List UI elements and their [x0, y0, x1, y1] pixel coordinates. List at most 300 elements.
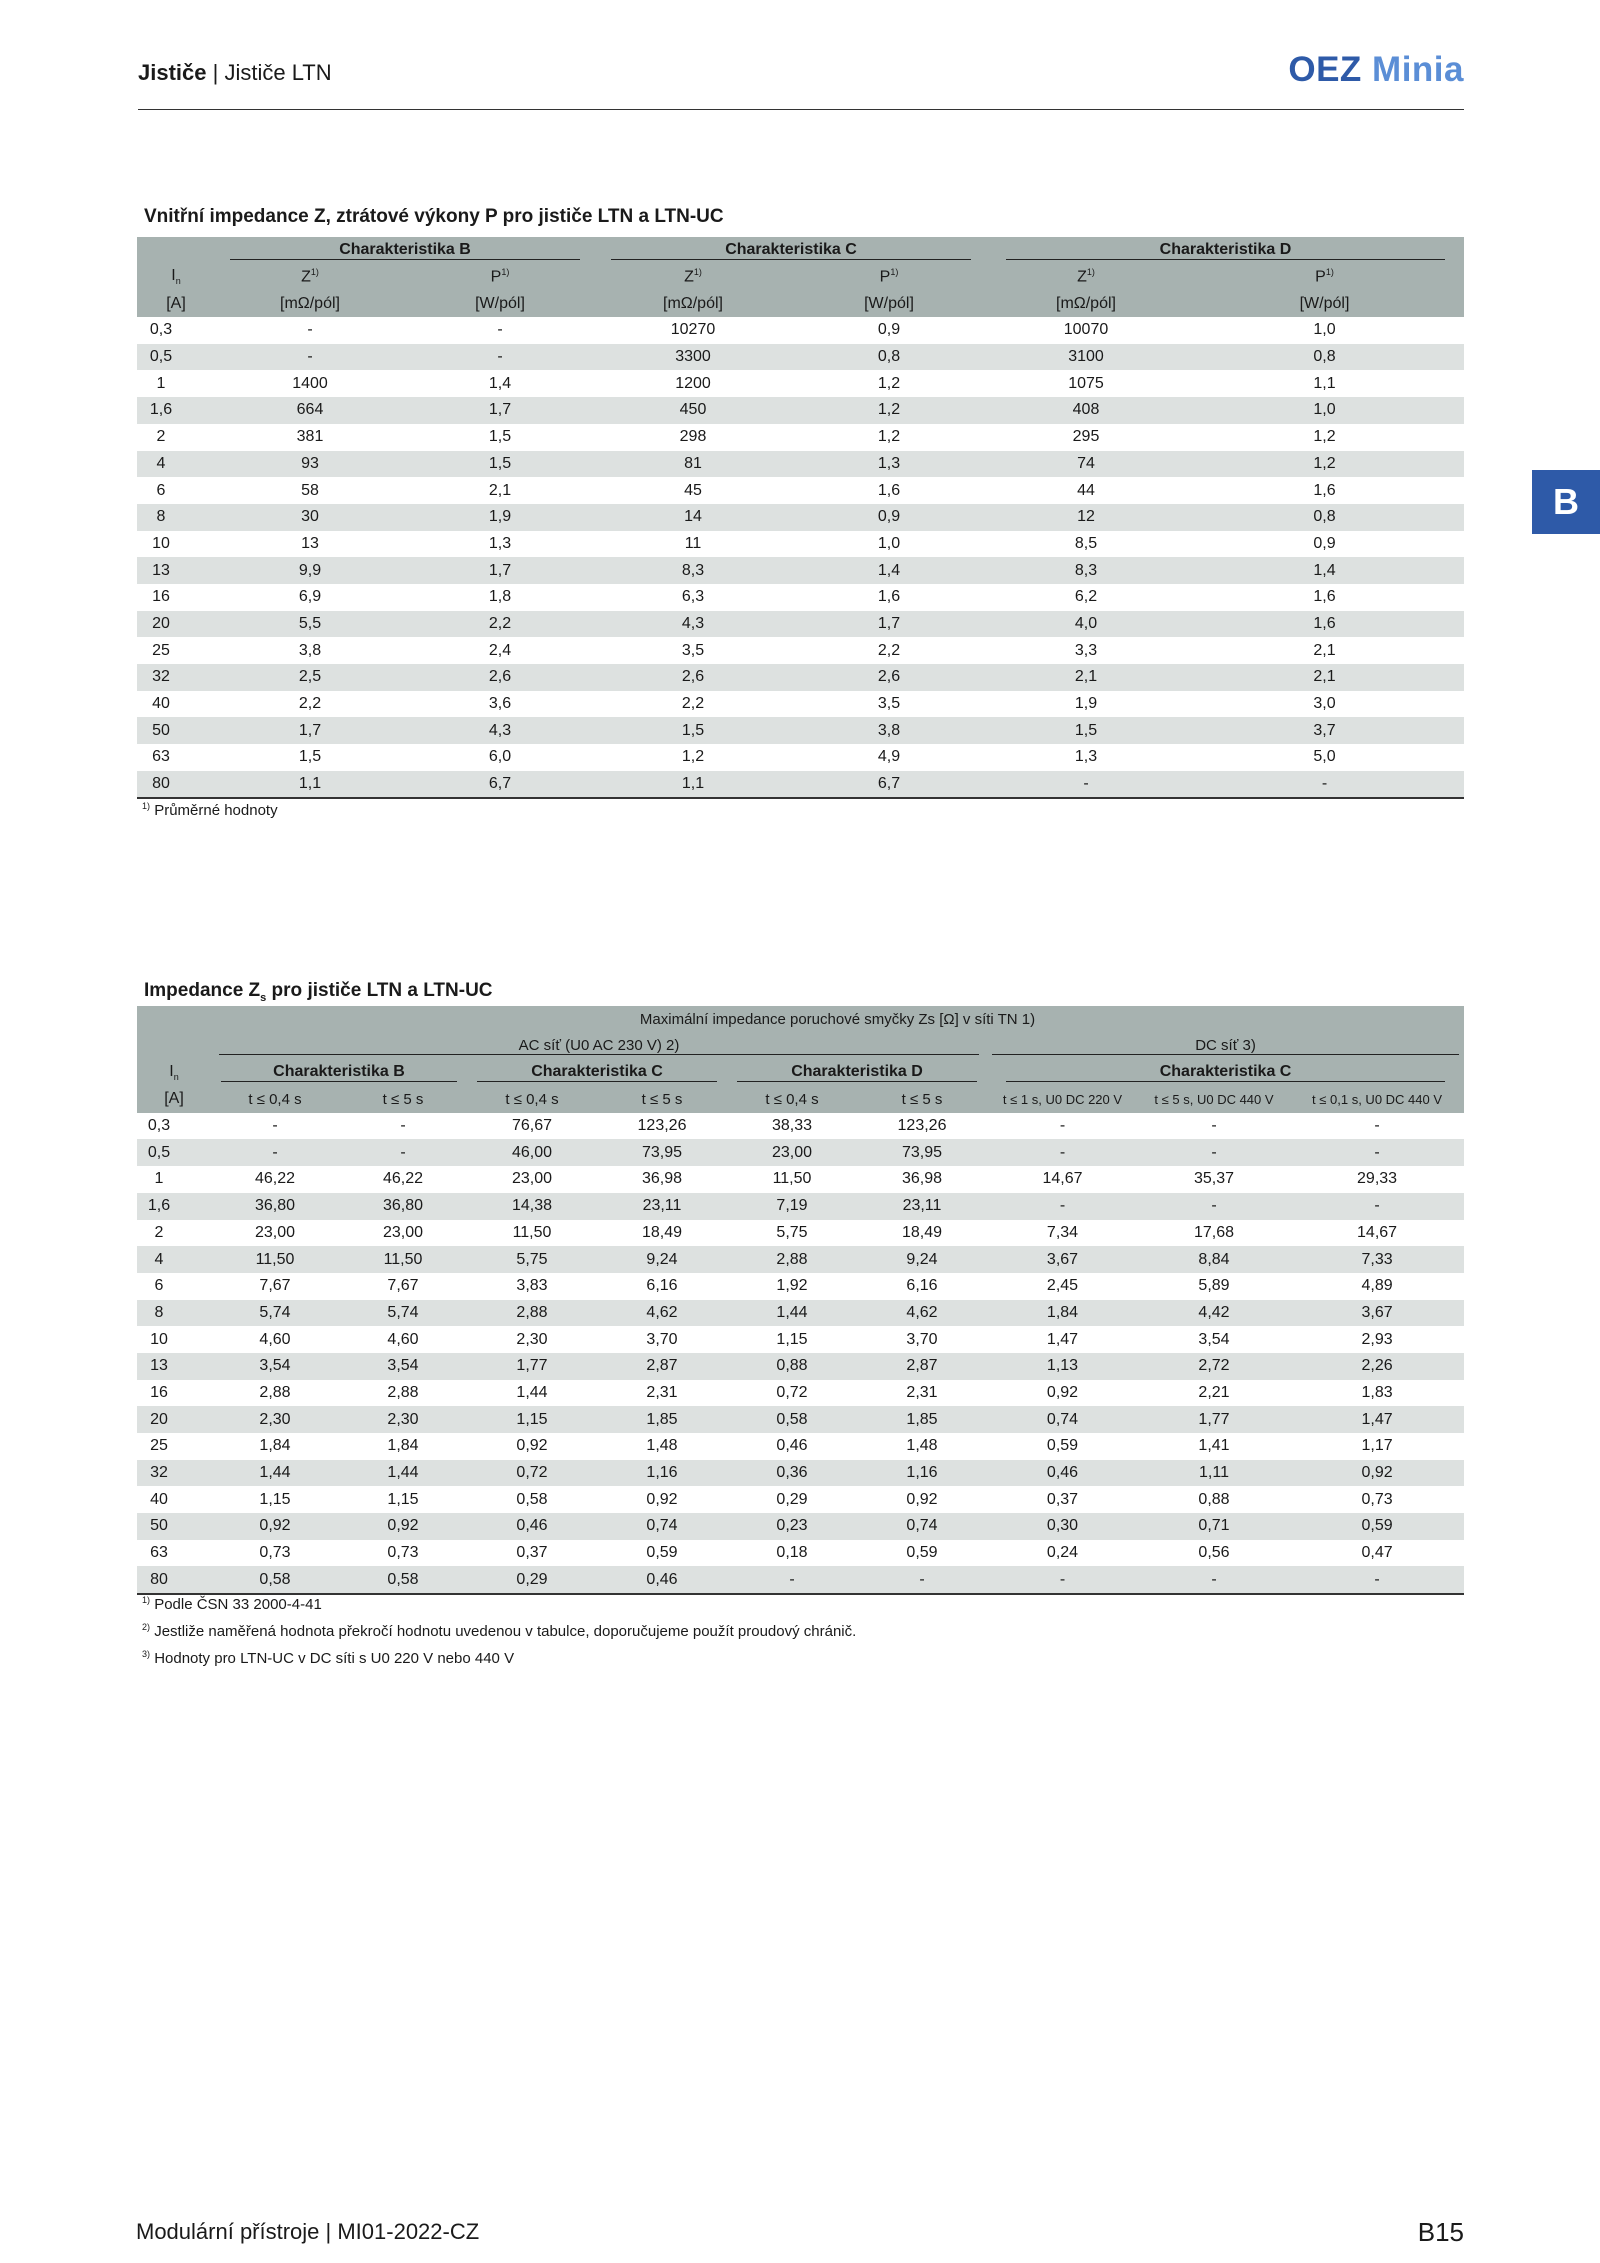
table-cell: 1,44	[516, 1383, 548, 1401]
table-cell: 23,11	[597, 1193, 727, 1220]
table-cell: 2,5	[215, 664, 405, 691]
table-cell: -	[987, 1139, 1138, 1166]
table-cell: -	[1185, 771, 1464, 799]
t1-in-label: $I_n$	[137, 264, 215, 291]
table-row	[137, 1566, 1464, 1594]
table2-footnote-1: $^{1)}$ Podle ČSN 33 2000-4-41	[142, 1595, 322, 1613]
table-cell: 11	[684, 534, 702, 552]
table-cell: 58	[301, 481, 319, 499]
table-cell: 5,74	[339, 1300, 467, 1327]
table-cell: 0,71	[1138, 1513, 1290, 1540]
table-cell: 3,70	[646, 1330, 678, 1348]
table-cell: 23,00	[727, 1139, 857, 1166]
table-cell: 2,2	[877, 641, 901, 659]
table-cell: 74	[987, 451, 1185, 478]
row-current: 1,6	[137, 397, 215, 424]
table-row	[137, 1353, 1464, 1380]
t2-top-header: Maximální impedance poruchové smyčky Zs [Ω] v síti TN 1)	[211, 1006, 1464, 1033]
table-cell: 2,30	[211, 1406, 339, 1433]
t1-col-p: $P^{1)}$	[791, 264, 987, 291]
table-cell: 36,80	[211, 1193, 339, 1220]
table-cell: 8,84	[1138, 1246, 1290, 1273]
row-current: 13	[137, 1353, 211, 1380]
table-cell: 0,9	[791, 504, 987, 531]
table-cell: 9,9	[215, 557, 405, 584]
table-cell: 2,87	[597, 1353, 727, 1380]
table-cell: 2,6	[405, 664, 595, 691]
table-cell: 36,80	[339, 1193, 467, 1220]
table-cell: 3,83	[516, 1277, 548, 1295]
table-cell: 9,24	[597, 1246, 727, 1273]
table-cell: 1,44	[339, 1460, 467, 1487]
table-cell: 1,9	[1074, 695, 1098, 713]
table-cell: 1,15	[259, 1490, 291, 1508]
table-cell: 1,17	[1361, 1437, 1393, 1455]
table-cell: 0,59	[646, 1544, 678, 1562]
table-cell: 10070	[1063, 321, 1109, 339]
table-row	[137, 691, 1464, 718]
table-cell: 4,0	[987, 611, 1185, 638]
row-current: 10	[150, 1330, 168, 1348]
table-cell: 7,34	[1046, 1223, 1079, 1241]
table-cell: 6,7	[791, 771, 987, 799]
table-cell: 0,8	[1185, 504, 1464, 531]
table-cell: 2,2	[405, 611, 595, 638]
row-current: 40	[152, 695, 170, 713]
table-cell: 0,9	[1313, 534, 1336, 552]
row-current: 1	[156, 374, 166, 392]
table-cell: 0,58	[339, 1566, 467, 1594]
table-cell: 1400	[292, 374, 328, 392]
table-cell: 3,3	[1074, 641, 1098, 659]
table-cell: 408	[987, 397, 1185, 424]
table-cell: 93	[215, 451, 405, 478]
t2-dc-header: DC síť 3)	[987, 1033, 1464, 1060]
table-cell: 13	[301, 534, 319, 552]
table-cell: 123,26	[637, 1117, 687, 1135]
t1-group-d: Charakteristika D	[987, 237, 1464, 264]
table-cell: 2,87	[857, 1353, 987, 1380]
t1-unit-a: [A]	[137, 290, 215, 317]
table2-title: Impedance $Z_s$ pro jističe LTN a LTN-UC	[144, 980, 493, 1004]
table-cell: 2,6	[791, 664, 987, 691]
row-current: 80	[137, 771, 215, 799]
table-row	[137, 1300, 1464, 1327]
t1-unit-p: [W/pól]	[1185, 290, 1464, 317]
table-cell: 1,6	[877, 588, 901, 606]
table-cell: 0,92	[516, 1437, 548, 1455]
table-row	[137, 584, 1464, 611]
t2-sub-col: t ≤ 5 s	[339, 1086, 467, 1113]
row-current: 50	[137, 1513, 211, 1540]
t1-col-p: $P^{1)}$	[405, 264, 595, 291]
table-cell: 23,00	[254, 1223, 296, 1241]
table-cell: -	[1059, 1117, 1066, 1135]
table-cell: 1,84	[387, 1437, 419, 1455]
row-current: 4	[137, 1246, 211, 1273]
table-cell: 8,3	[987, 557, 1185, 584]
table-cell: 2,88	[467, 1300, 597, 1327]
table-cell: 3,67	[1290, 1300, 1464, 1327]
table-cell: 1,6	[1185, 611, 1464, 638]
table-cell: 0,58	[516, 1490, 548, 1508]
table-cell: 0,46	[987, 1460, 1138, 1487]
table-cell: 1,13	[987, 1353, 1138, 1380]
table-cell: -	[727, 1566, 857, 1594]
table-cell: 4,60	[259, 1330, 291, 1348]
table-cell: 1,47	[1290, 1406, 1464, 1433]
table-cell: -	[307, 321, 313, 339]
table-cell: 3,8	[791, 717, 987, 744]
table-cell: 8,3	[595, 557, 791, 584]
table-cell: -	[987, 1566, 1138, 1594]
table-cell: 1,7	[405, 557, 595, 584]
t1-unit-p: [W/pól]	[791, 290, 987, 317]
page-number: B15	[1417, 2217, 1464, 2247]
table-row	[137, 1380, 1464, 1407]
t2-sub-col: t ≤ 5 s, U0 DC 440 V	[1138, 1086, 1290, 1113]
table-cell: 0,58	[727, 1406, 857, 1433]
row-current: 1	[154, 1170, 164, 1188]
row-current: 4	[137, 451, 215, 478]
table-cell: 450	[595, 397, 791, 424]
table-cell: 23,00	[511, 1170, 553, 1188]
t2-group-dc-c: Charakteristika C	[987, 1059, 1464, 1086]
table-cell: 1,0	[1313, 321, 1336, 339]
table-cell: 1,15	[776, 1330, 808, 1348]
table-cell: 1,0	[1185, 397, 1464, 424]
table-cell: 1,7	[215, 717, 405, 744]
table-cell: 4,89	[1361, 1277, 1393, 1295]
table-cell: 4,9	[877, 748, 901, 766]
row-current: 6	[156, 481, 166, 499]
table-cell: 1,16	[597, 1460, 727, 1487]
table-cell: 1,7	[405, 397, 595, 424]
table-cell: 4,60	[387, 1330, 419, 1348]
table-cell: 8,5	[1074, 534, 1098, 552]
table-cell: 2,1	[987, 664, 1185, 691]
table-cell: 1,3	[488, 534, 512, 552]
table-row	[137, 1220, 1464, 1247]
table-cell: -	[1138, 1193, 1290, 1220]
table-cell: 1,85	[857, 1406, 987, 1433]
table-cell: 11,50	[339, 1246, 467, 1273]
table-row	[137, 1113, 1464, 1140]
table-cell: 1,5	[405, 451, 595, 478]
row-current: 25	[152, 641, 170, 659]
table-cell: 5,75	[776, 1223, 808, 1241]
table-cell: 2,1	[1185, 664, 1464, 691]
row-current: 10	[152, 534, 170, 552]
table-row	[137, 1486, 1464, 1513]
table-cell: 1,2	[791, 397, 987, 424]
table-cell: 1,1	[215, 771, 405, 799]
table-cell: 0,30	[987, 1513, 1138, 1540]
table-cell: 2,26	[1290, 1353, 1464, 1380]
table-cell: 1200	[675, 374, 711, 392]
table-cell: 298	[679, 428, 707, 446]
table-cell: 6,2	[1074, 588, 1098, 606]
table-cell: 4,62	[857, 1300, 987, 1327]
table-cell: 4,62	[597, 1300, 727, 1327]
table-cell: 0,74	[857, 1513, 987, 1540]
table-cell: 46,22	[382, 1170, 424, 1188]
table-cell: 1,84	[987, 1300, 1138, 1327]
table-cell: 2,1	[488, 481, 512, 499]
row-current: 16	[150, 1383, 168, 1401]
table-cell: 1,2	[877, 428, 901, 446]
table-row	[137, 771, 1464, 799]
table-cell: 0,8	[1185, 344, 1464, 371]
row-current: 63	[152, 748, 170, 766]
table-cell: 1,6	[1313, 481, 1336, 499]
table-cell: 3,54	[211, 1353, 339, 1380]
table-cell: 2,1	[1313, 641, 1336, 659]
t2-sub-col: t ≤ 5 s	[857, 1086, 987, 1113]
table-cell: 0,29	[467, 1566, 597, 1594]
table-cell: 3,67	[987, 1246, 1138, 1273]
table-cell: 3,0	[1313, 695, 1336, 713]
table-cell: 295	[1072, 428, 1100, 446]
table-cell: -	[211, 1139, 339, 1166]
row-current: 13	[137, 557, 215, 584]
table-row	[137, 397, 1464, 424]
table-cell: 0,47	[1361, 1544, 1393, 1562]
t2-group-d: Charakteristika D	[727, 1059, 987, 1086]
table-cell: 76,67	[511, 1117, 553, 1135]
table-cell: 1,4	[791, 557, 987, 584]
row-current: 20	[137, 611, 215, 638]
t2-group-b: Charakteristika B	[211, 1059, 467, 1086]
table-cell: 1,11	[1138, 1460, 1290, 1487]
row-current: 80	[137, 1566, 211, 1594]
table-cell: 0,73	[387, 1544, 419, 1562]
table-cell: 6,7	[405, 771, 595, 799]
table-cell: 1,8	[488, 588, 512, 606]
t1-unit-p: [W/pól]	[405, 290, 595, 317]
table-cell: 5,75	[467, 1246, 597, 1273]
header-section: Jističe	[138, 60, 207, 85]
table-cell: 3,5	[681, 641, 705, 659]
table-cell: 1,2	[1313, 428, 1336, 446]
table-cell: 1,15	[467, 1406, 597, 1433]
table-cell: 6,16	[646, 1277, 678, 1295]
table-row	[137, 1433, 1464, 1460]
table-cell: 1,5	[987, 717, 1185, 744]
table-cell: 123,26	[897, 1117, 947, 1135]
row-current: 0,5	[137, 1139, 211, 1166]
table-cell: -	[339, 1139, 467, 1166]
table-cell: 12	[987, 504, 1185, 531]
table-cell: -	[1138, 1566, 1290, 1594]
table-cell: 0,46	[467, 1513, 597, 1540]
table-cell: 0,29	[776, 1490, 808, 1508]
table-row	[137, 744, 1464, 771]
table-cell: 0,58	[211, 1566, 339, 1594]
table-cell: 1,7	[791, 611, 987, 638]
table-cell: 1,44	[211, 1460, 339, 1487]
table-cell: 0,72	[776, 1383, 808, 1401]
row-current: 2	[156, 428, 166, 446]
table-row	[137, 531, 1464, 558]
table-cell: -	[987, 1193, 1138, 1220]
table-cell: 1,85	[597, 1406, 727, 1433]
table-row	[137, 1513, 1464, 1540]
table-cell: 38,33	[771, 1117, 813, 1135]
table-cell: 1,1	[1313, 374, 1336, 392]
table-row	[137, 424, 1464, 451]
row-current: 8	[137, 1300, 211, 1327]
table-cell: 1,15	[387, 1490, 419, 1508]
table-cell: 0,73	[259, 1544, 291, 1562]
table-cell: 1,5	[488, 428, 512, 446]
table-row	[137, 1139, 1464, 1166]
table-cell: 14,67	[1042, 1170, 1083, 1188]
table-row	[137, 1273, 1464, 1300]
row-current: 50	[137, 717, 215, 744]
table-cell: 2,45	[1046, 1277, 1079, 1295]
table-cell: 1,44	[727, 1300, 857, 1327]
table-row	[137, 1406, 1464, 1433]
row-current: 8	[137, 504, 215, 531]
header-divider	[138, 109, 1464, 110]
table-cell: 1,1	[595, 771, 791, 799]
table-row	[137, 1193, 1464, 1220]
table-cell: 5,5	[215, 611, 405, 638]
brand-sub: Minia	[1372, 50, 1464, 89]
table-cell: 1,5	[595, 717, 791, 744]
row-current: 1,6	[137, 1193, 211, 1220]
row-current: 2	[154, 1223, 164, 1241]
table-cell: 0,46	[776, 1437, 808, 1455]
table-cell: 17,68	[1193, 1223, 1235, 1241]
table-cell: 6,9	[298, 588, 322, 606]
table-cell: 1,77	[1138, 1406, 1290, 1433]
t2-group-c: Charakteristika C	[467, 1059, 727, 1086]
table-cell: 0,8	[791, 344, 987, 371]
table-cell: 10270	[670, 321, 716, 339]
table-cell: 3,54	[339, 1353, 467, 1380]
table-cell: 2,72	[1138, 1353, 1290, 1380]
table-cell: 7,67	[259, 1277, 291, 1295]
table-cell: 14,38	[467, 1193, 597, 1220]
table-cell: 4,42	[1138, 1300, 1290, 1327]
table-cell: 3,8	[298, 641, 322, 659]
table-cell: 7,33	[1290, 1246, 1464, 1273]
table-cell: 1,92	[776, 1277, 808, 1295]
table-cell: 2,2	[298, 695, 322, 713]
table-cell: -	[1211, 1117, 1217, 1135]
table-cell: 0,36	[727, 1460, 857, 1487]
table-cell: 3,5	[877, 695, 901, 713]
t2-sub-col: t ≤ 0,1 s, U0 DC 440 V	[1290, 1086, 1464, 1113]
row-current: 6	[154, 1277, 164, 1295]
table-cell: 0,37	[1046, 1490, 1079, 1508]
table-row	[137, 451, 1464, 478]
t1-unit-z: [mΩ/pól]	[215, 290, 405, 317]
t1-col-z: $Z^{1)}$	[215, 264, 405, 291]
table-cell: 2,88	[387, 1383, 419, 1401]
row-current: 25	[150, 1437, 168, 1455]
table-row	[137, 664, 1464, 691]
table-cell: 0,72	[467, 1460, 597, 1487]
t2-sub-col: t ≤ 0,4 s	[727, 1086, 857, 1113]
t1-group-b: Charakteristika B	[215, 237, 595, 264]
table-cell: 3,6	[488, 695, 512, 713]
table-cell: 6,16	[906, 1277, 938, 1295]
table-cell: 3,7	[1185, 717, 1464, 744]
table-row	[137, 344, 1464, 371]
t2-sub-col: t ≤ 1 s, U0 DC 220 V	[987, 1086, 1138, 1113]
table-cell: 36,98	[641, 1170, 683, 1188]
table-row	[137, 1460, 1464, 1487]
table-row	[137, 611, 1464, 638]
table-cell: 1,41	[1198, 1437, 1230, 1455]
table-cell: 6,0	[488, 748, 512, 766]
table-cell: 1,9	[405, 504, 595, 531]
table-cell: 0,24	[1046, 1544, 1079, 1562]
row-current: 32	[137, 664, 215, 691]
table-cell: 1,48	[646, 1437, 678, 1455]
table-row	[137, 1166, 1464, 1193]
table-cell: 0,92	[646, 1490, 678, 1508]
table-cell: 11,50	[512, 1223, 552, 1241]
table1-title: Vnitřní impedance Z, ztrátové výkony P pro jističe LTN a LTN-UC	[144, 206, 724, 227]
table-cell: 1,83	[1361, 1383, 1393, 1401]
table-cell: -	[272, 1117, 278, 1135]
table-row	[137, 477, 1464, 504]
table-cell: 2,88	[259, 1383, 291, 1401]
table-cell: 0,46	[597, 1566, 727, 1594]
table-cell: 0,92	[339, 1513, 467, 1540]
table-row	[137, 1540, 1464, 1567]
table-cell: 0,23	[727, 1513, 857, 1540]
table-cell: -	[497, 321, 503, 339]
t1-col-z: $Z^{1)}$	[987, 264, 1185, 291]
table-cell: 73,95	[597, 1139, 727, 1166]
table-row	[137, 1246, 1464, 1273]
table-cell: 381	[296, 428, 324, 446]
table-cell: 2,21	[1198, 1383, 1230, 1401]
table-cell: 6,3	[681, 588, 705, 606]
table-cell: 1,16	[857, 1460, 987, 1487]
table-cell: 2,6	[595, 664, 791, 691]
table-cell: 1,2	[877, 374, 901, 392]
table-cell: 4,3	[595, 611, 791, 638]
row-current: 32	[137, 1460, 211, 1487]
table-cell: 0,56	[1198, 1544, 1230, 1562]
table-cell: 23,11	[857, 1193, 987, 1220]
page-footer-doc: Modulární přístroje | MI01-2022-CZ	[136, 2219, 480, 2244]
table-cell: 81	[595, 451, 791, 478]
table-cell: 1,48	[906, 1437, 938, 1455]
table-cell: 23,00	[382, 1223, 424, 1241]
table-cell: 2,4	[488, 641, 512, 659]
table-cell: 1,4	[1185, 557, 1464, 584]
table-cell: 3100	[987, 344, 1185, 371]
table-cell: 0,59	[906, 1544, 938, 1562]
table-row	[137, 557, 1464, 584]
table-cell: 1,3	[791, 451, 987, 478]
t2-in-label: $I_n$	[137, 1059, 211, 1086]
table-cell: -	[1290, 1193, 1464, 1220]
table-cell: 2,88	[727, 1246, 857, 1273]
table-cell: 11,50	[211, 1246, 339, 1273]
loop-impedance-table	[137, 1006, 1464, 1595]
table-cell: 73,95	[857, 1139, 987, 1166]
table-cell: 5,0	[1313, 748, 1336, 766]
table-cell: 0,92	[1046, 1383, 1079, 1401]
